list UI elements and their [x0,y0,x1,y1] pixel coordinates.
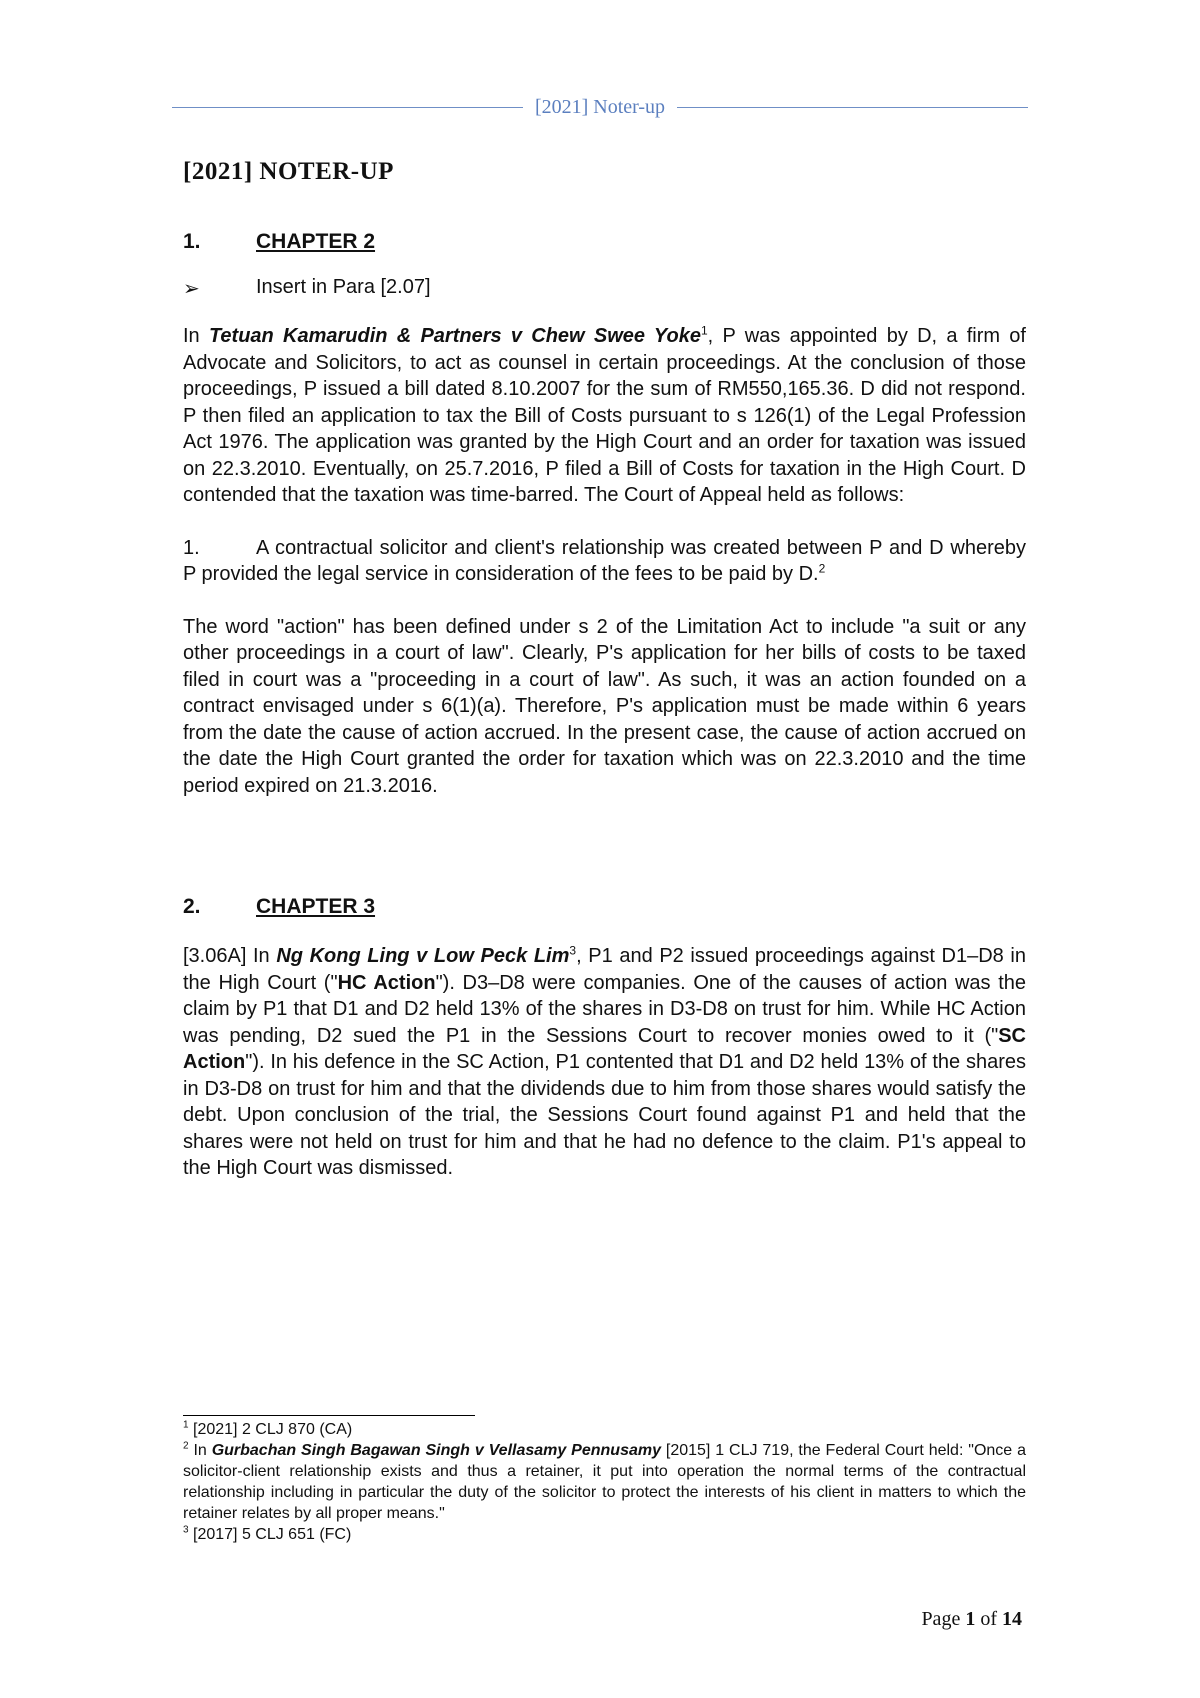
document-title: [2021] NOTER-UP [183,158,394,185]
paragraph-text: , P1 and P2 issued proceedings against D1–D8 in the High Court (" [183,945,1026,994]
paragraph-text: "). In his defence in the SC Action, P1 contented that D1 and D2 held 13% of the shares in D3-D8 on trust for him and that the dividends due to him from those shares would satisfy the debt. Upon conclusion of the trial, the Sessions Court found against P1 and held that the shares were not held on trust for him and that he had no defence to the claim. P1's appeal to the High Court was dismissed. [183,1051,1026,1179]
footnote-ref[interactable]: 1 [700,323,708,338]
footnote-text: [2015] 1 CLJ 719, the Federal Court held: "Once a solicitor-client relationship exists and thus a retainer, it put into operation the normal terms of the contractual relationship including in particular the duty of the solicitor to protect the interests of his client in matters to which the retainer relates by all proper means." [183,1442,1026,1522]
page-number [921,1608,1022,1631]
paragraph-text: In [183,325,209,347]
header-rule-right [677,107,1028,108]
insert-instruction [183,276,1026,301]
case-name: Tetuan Kamarudin & Partners v Chew Swee Yoke [208,325,701,347]
paragraph-kamarudin [183,323,1026,509]
paragraph-number: 1. [183,536,200,559]
paragraph-text: "). D3–D8 were companies. One of the causes of action was the claim by P1 that D1 and D2 held 13% of the shares in D3-D8 on trust for him. While HC Action was pending, D2 sued the P1 in the Sessions Court to recover monies owed to it (" [183,971,1026,1047]
chapter-name: CHAPTER 2 [256,230,376,253]
footnote-3 [183,1524,1026,1545]
of-label: of [975,1608,1002,1630]
total-pages: 14 [1002,1608,1022,1630]
page-label: Page [921,1608,966,1630]
chapter-heading-2 [183,895,1026,919]
footnote-separator [183,1415,475,1416]
chapter-number: 2. [183,895,201,918]
paragraph-text: [3.06A] In [183,945,277,967]
footnote-text: In [188,1442,212,1459]
chapter-name: CHAPTER 3 [256,895,376,918]
insert-instruction-text: Insert in Para [2.07] [256,276,431,298]
arrow-bullet-icon: ➢ [183,278,200,300]
paragraph-limitation: The word "action" has been defined under s 2 of the Limitation Act to include "a suit or any other proceedings in a court of law". Clearly, P's application for her bills of costs to be taxed filed in court was a "proceeding in a court of law". As such, it was an action founded on a contract envisaged under s 6(1)(a). Therefore, P's application must be made within 6 years from the date the cause of action accrued. In the present case, the cause of action accrued on the date the High Court granted the order for taxation which was on 22.3.2010 and the time period expired on 21.3.2016. [183,615,1026,797]
current-page: 1 [965,1608,976,1630]
case-name: Ng Kong Ling v Low Peck Lim [276,945,570,967]
footnote-text: [2021] 2 CLJ 870 (CA) [188,1421,353,1438]
header-text: [2021] Noter-up [534,95,666,118]
paragraph-text: A contractual solicitor and client's relationship was created between P and D whereby P provided the legal service in consideration of the fees to be paid by D. [183,536,1026,585]
numbered-paragraph [183,535,1026,588]
paragraph-text: , P was appointed by D, a firm of Advocate and Solicitors, to act as counsel in certain proceedings. At the conclusion of those proceedings, P issued a bill dated 8.10.2007 for the sum of RM550,165.36. D did not respond. P then filed an application to tax the Bill of Costs pursuant to s 126(1) of the Legal Profession Act 1976. The application was granted by the High Court and an order for taxation was issued on 22.3.2010. Eventually, on 25.7.2016, P filed a Bill of Costs for taxation in the High Court. D contended that the taxation was time-barred. The Court of Appeal held as follows: [183,325,1026,506]
running-header [172,93,1028,121]
chapter-heading-1 [183,230,1026,254]
footnote-text: [2017] 5 CLJ 651 (FC) [188,1526,352,1543]
defined-term: HC Action [337,971,436,994]
footnote-1 [183,1419,1026,1440]
footnote-number: 2 [183,1440,189,1452]
case-name: Gurbachan Singh Bagawan Singh v Vellasamy Pennusamy [211,1442,661,1459]
header-rule-left [172,107,523,108]
footnote-number: 3 [183,1524,189,1536]
paragraph-ng-kong-ling [183,943,1026,1182]
footnote-ref[interactable]: 2 [818,561,826,576]
footnotes [183,1415,1026,1545]
footnote-2 [183,1440,1026,1524]
footnote-number: 1 [183,1419,189,1431]
defined-term: SC Action [183,1024,1026,1073]
main-content [183,158,1026,1182]
footnote-ref[interactable]: 3 [569,943,577,958]
chapter-number: 1. [183,230,201,253]
